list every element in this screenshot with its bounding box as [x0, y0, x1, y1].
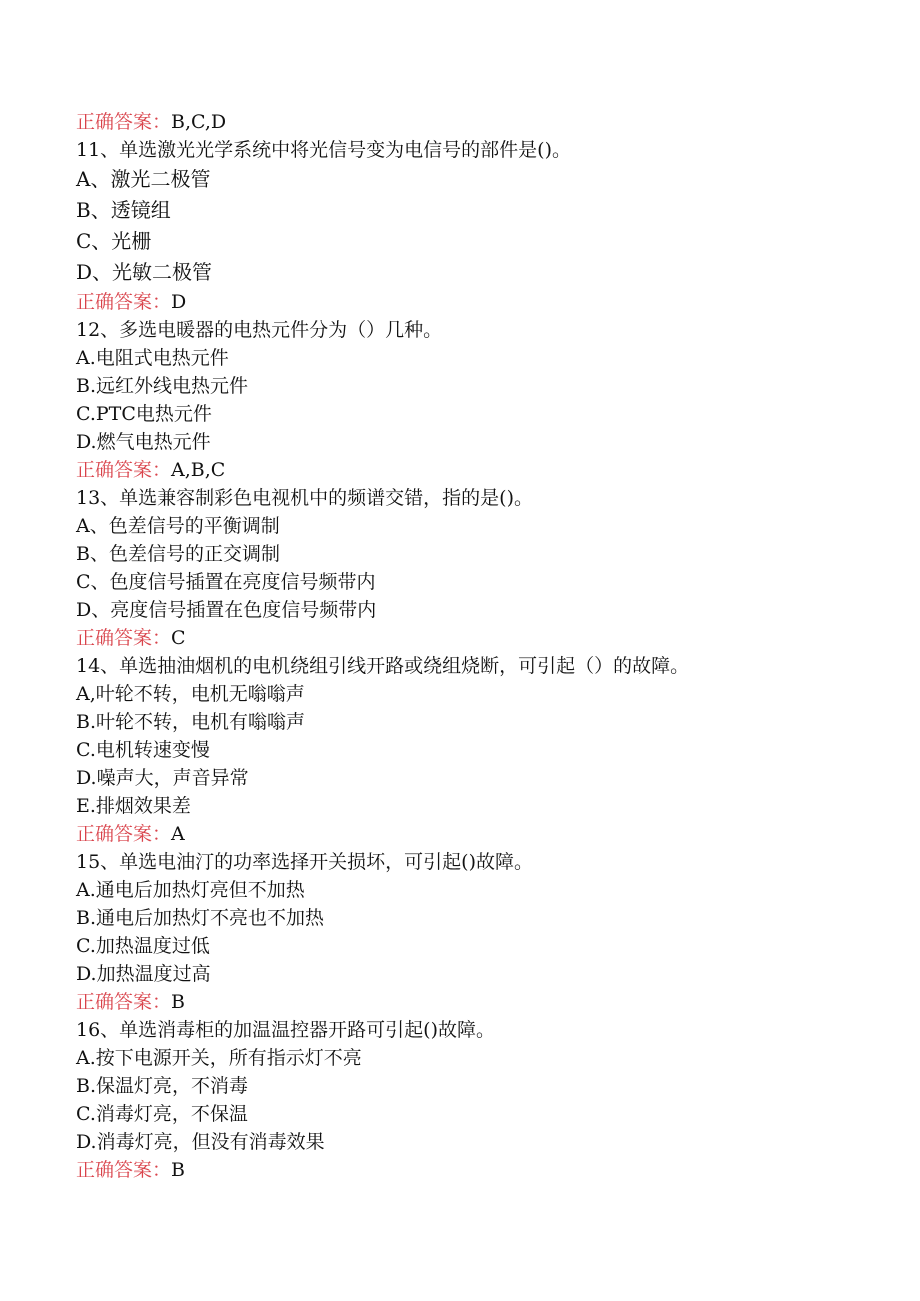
- question-title: 15、单选电油汀的功率选择开关损坏，可引起()故障。: [76, 851, 534, 873]
- option-item: B.叶轮不转，电机有嗡嗡声: [76, 711, 306, 733]
- option-item: E.排烟效果差: [76, 795, 191, 817]
- answer-label: 正确答案：: [76, 111, 172, 133]
- answer-line: [76, 820, 896, 848]
- answer-label: 正确答案：: [76, 627, 172, 649]
- answer-label: 正确答案：: [76, 459, 172, 481]
- answer-value: B: [171, 1159, 185, 1181]
- option-item: B.通电后加热灯不亮也不加热: [76, 907, 325, 929]
- option-item: C.PTC电热元件: [76, 403, 212, 425]
- option-item: A、激光二极管: [76, 167, 211, 191]
- question-title: 11、单选激光光学系统中将光信号变为电信号的部件是()。: [76, 139, 572, 161]
- answer-value: D: [171, 291, 187, 313]
- option-item: D.噪声大，声音异常: [76, 767, 249, 789]
- answer-line: [76, 288, 896, 316]
- answer-line: [76, 988, 896, 1016]
- option-item: D、亮度信号插置在色度信号频带内: [76, 599, 377, 621]
- answer-line: [76, 624, 896, 652]
- answer-label: 正确答案：: [76, 1159, 172, 1181]
- option-item: A.电阻式电热元件: [76, 347, 229, 369]
- answer-label: 正确答案：: [76, 291, 172, 313]
- option-item: C.消毒灯亮，不保温: [76, 1103, 248, 1125]
- option-item: B.保温灯亮，不消毒: [76, 1075, 249, 1097]
- option-item: B、色差信号的正交调制: [76, 543, 280, 565]
- option-item: C、色度信号插置在亮度信号频带内: [76, 571, 376, 593]
- answer-label: 正确答案：: [76, 991, 172, 1013]
- answer-line: [76, 456, 896, 484]
- document-page: [76, 108, 896, 1184]
- question-title: 13、单选兼容制彩色电视机中的频谱交错，指的是()。: [76, 487, 534, 509]
- option-item: C.加热温度过低: [76, 935, 210, 957]
- answer-line: [76, 1156, 896, 1184]
- answer-label: 正确答案：: [76, 823, 172, 845]
- answer-value: A,B,C: [171, 459, 226, 481]
- option-item: C、光栅: [76, 229, 152, 253]
- option-item: A.通电后加热灯亮但不加热: [76, 879, 305, 901]
- answer-value: B: [171, 991, 185, 1013]
- question-title: 12、多选电暖器的电热元件分为（）几种。: [76, 319, 443, 341]
- option-item: D.消毒灯亮，但没有消毒效果: [76, 1131, 325, 1153]
- option-item: C.电机转速变慢: [76, 739, 210, 761]
- option-item: D.加热温度过高: [76, 963, 211, 985]
- option-item: A,叶轮不转，电机无嗡嗡声: [76, 683, 305, 705]
- option-item: A、色差信号的平衡调制: [76, 515, 280, 537]
- answer-value: C: [171, 627, 186, 649]
- option-item: D、光敏二极管: [76, 260, 213, 284]
- answer-value: A: [171, 823, 185, 845]
- option-item: D.燃气电热元件: [76, 431, 211, 453]
- question-title: 14、单选抽油烟机的电机绕组引线开路或绕组烧断，可引起（）的故障。: [76, 655, 690, 677]
- answer-line: [76, 108, 896, 136]
- answer-value: B,C,D: [171, 111, 227, 133]
- option-item: B、透镜组: [76, 198, 171, 222]
- question-title: 16、单选消毒柜的加温温控器开路可引起()故障。: [76, 1019, 496, 1041]
- option-item: B.远红外线电热元件: [76, 375, 249, 397]
- option-item: A.按下电源开关，所有指示灯不亮: [76, 1047, 362, 1069]
